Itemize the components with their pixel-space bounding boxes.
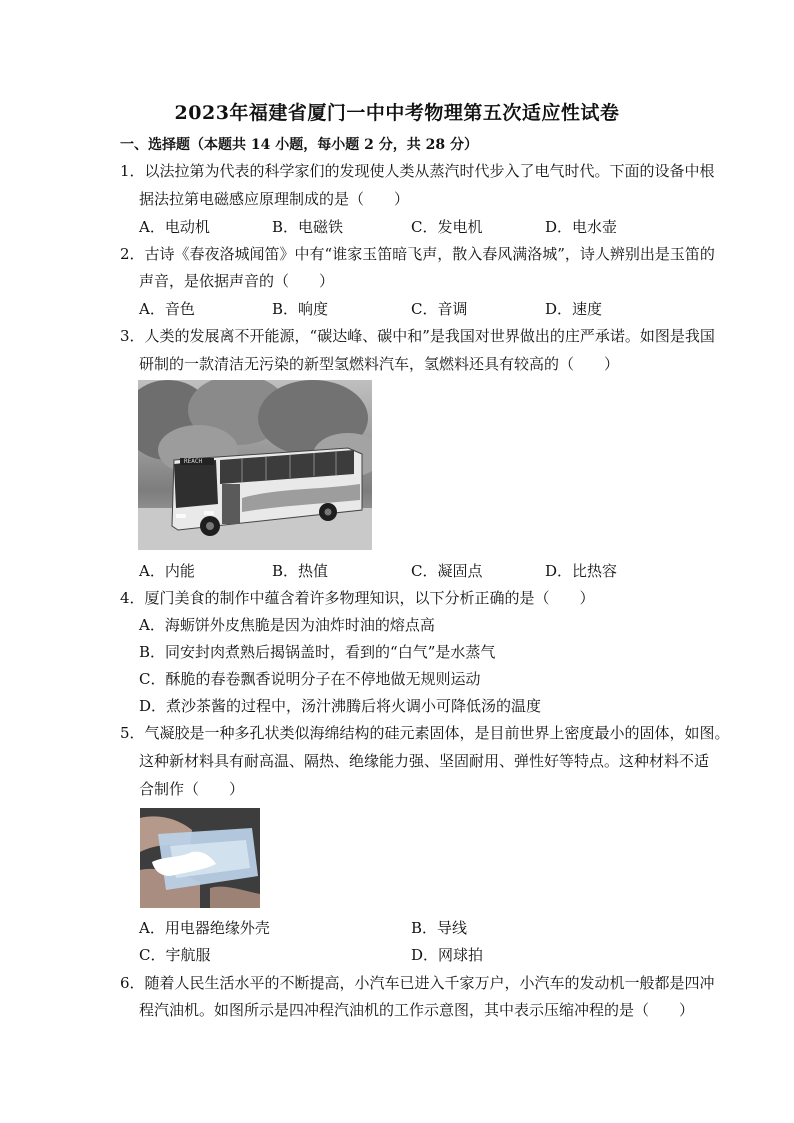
aerogel-illustration	[140, 808, 260, 908]
q1-option-b: B．电磁铁	[272, 218, 344, 236]
q2-option-d: D．速度	[545, 300, 603, 318]
q6-line2: 程汽油机。如图所示是四冲程汽油机的工作示意图，其中表示压缩冲程的是（ ）	[139, 1001, 695, 1019]
hydrogen-bus-photo	[138, 380, 372, 550]
q3-line2: 研制的一款清洁无污染的新型氢燃料汽车，氢燃料还具有较高的（ ）	[139, 355, 620, 373]
q2-line1: 2．古诗《春夜洛城闻笛》中有“谁家玉笛暗飞声，散入春风满洛城”，诗人辨别出是玉笛的	[120, 245, 715, 263]
q5-option-d: D．网球拍	[411, 946, 484, 964]
q6-line1: 6．随着人民生活水平的不断提高，小汽车已进入千家万户，小汽车的发动机一般都是四冲	[120, 974, 715, 992]
q4-option-c: C．酥脆的春卷飘香说明分子在不停地做无规则运动	[139, 670, 481, 688]
q5-line2: 这种新材料具有耐高温、隔热、绝缘能力强、坚固耐用、弹性好等特点。这种材料不适	[139, 752, 710, 770]
q3-line1: 3．人类的发展离不开能源，“碳达峰、碳中和”是我国对世界做出的庄严承诺。如图是我国	[120, 327, 715, 345]
q5-option-c: C．宇航服	[139, 946, 211, 964]
q5-line1: 5．气凝胶是一种多孔状类似海绵结构的硅元素固体，是目前世界上密度最小的固体，如图。	[120, 724, 730, 742]
q1-line1: 1．以法拉第为代表的科学家们的发现使人类从蒸汽时代步入了电气时代。下面的设备中根	[120, 162, 715, 180]
bus-sign-text: REACH	[184, 458, 203, 465]
q1-line2: 据法拉第电磁感应原理制成的是（ ）	[139, 190, 410, 208]
q2-line2: 声音，是依据声音的（ ）	[139, 272, 335, 290]
q4-option-d: D．煮沙茶酱的过程中，汤汁沸腾后将火调小可降低汤的温度	[139, 697, 542, 715]
exam-title: 2023年福建省厦门一中中考物理第五次适应性试卷	[174, 102, 620, 124]
q1-option-a: A．电动机	[139, 218, 210, 236]
q2-option-a: A．音色	[139, 300, 195, 318]
q1-option-c: C．发电机	[411, 218, 483, 236]
q4-option-b: B．同安封肉煮熟后揭锅盖时，看到的“白气”是水蒸气	[139, 643, 496, 661]
q4-option-a: A．海蛎饼外皮焦脆是因为油炸时油的熔点高	[139, 616, 435, 634]
q3-option-c: C．凝固点	[411, 562, 483, 580]
q5-line3: 合制作（ ）	[139, 780, 245, 798]
q2-option-b: B．响度	[272, 300, 329, 318]
q1-option-d: D．电水壶	[545, 218, 618, 236]
q2-option-c: C．音调	[411, 300, 468, 318]
q4-line1: 4．厦门美食的制作中蕴含着许多物理知识，以下分析正确的是（ ）	[120, 589, 595, 607]
q3-option-b: B．热值	[272, 562, 329, 580]
q5-option-b: B．导线	[411, 919, 468, 937]
section-heading: 一、选择题（本题共 14 小题，每小题 2 分，共 28 分）	[120, 137, 478, 153]
bus-illustration	[138, 380, 372, 550]
aerogel-photo	[140, 808, 260, 908]
q3-option-a: A．内能	[139, 562, 195, 580]
q5-option-a: A．用电器绝缘外壳	[139, 919, 270, 937]
q3-option-d: D．比热容	[545, 562, 618, 580]
